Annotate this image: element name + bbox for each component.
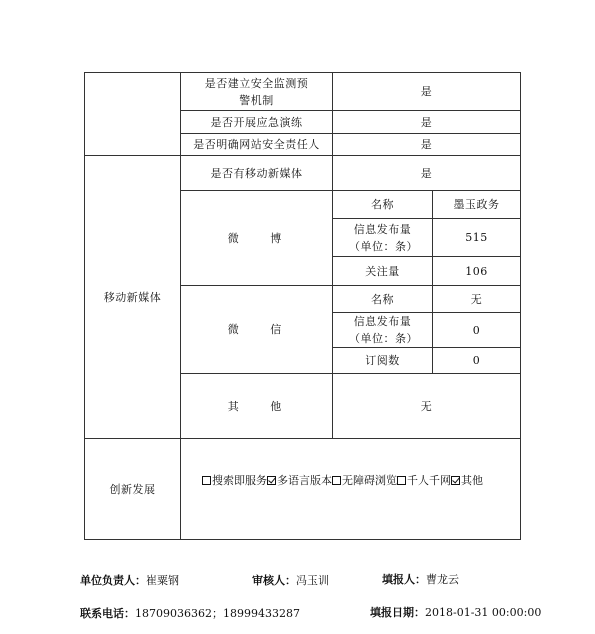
wechat-subs-label: 订阅数	[365, 354, 400, 367]
phone-label: 联系电话：	[80, 607, 135, 620]
has-media-value: 是	[420, 166, 433, 180]
footer-unit-head	[80, 572, 179, 588]
checkbox-accessibility[interactable]	[332, 476, 341, 485]
weibo-label: 微 博	[227, 231, 296, 245]
innovation-label: 创新发展	[109, 482, 156, 496]
officer-value: 是	[420, 138, 433, 151]
drill-value: 是	[420, 115, 433, 129]
option-other[interactable]	[451, 472, 483, 488]
wechat-label: 微 信	[227, 323, 296, 336]
option-label: 千人千网	[407, 474, 451, 487]
filler-value: 曹龙云	[426, 573, 459, 586]
footer-phone	[80, 605, 300, 621]
wechat-subs-value: 0	[472, 354, 481, 367]
monitor-value: 是	[420, 85, 433, 98]
weibo-posts-value: 515	[465, 231, 488, 244]
option-label: 其他	[461, 474, 483, 487]
date-label: 填报日期：	[370, 606, 425, 619]
weibo-followers-value: 106	[465, 264, 488, 278]
unit-head-label: 单位负责人：	[80, 574, 146, 587]
wechat-posts-value: 0	[472, 323, 481, 337]
wechat-name-label: 名称	[371, 292, 394, 306]
weibo-name-label: 名称	[371, 198, 394, 211]
checkbox-search-service[interactable]	[202, 476, 211, 485]
weibo-followers-label: 关注量	[365, 264, 400, 278]
drill-label: 是否开展应急演练	[210, 115, 303, 129]
option-multilingual[interactable]	[267, 472, 332, 488]
footer-date	[370, 604, 541, 620]
weibo-posts-label: 信息发布量（单位：条）	[349, 222, 418, 253]
footer-reviewer	[252, 572, 329, 588]
other-value: 无	[420, 399, 433, 413]
checkbox-personalized[interactable]	[397, 476, 406, 485]
filler-label: 填报人：	[382, 573, 426, 586]
reviewer-value: 冯玉训	[296, 574, 329, 587]
unit-head-value: 崔粟钢	[146, 574, 179, 587]
date-value: 2018-01-31 00:00:00	[425, 606, 542, 619]
option-personalized[interactable]	[397, 472, 451, 488]
option-label: 多语言版本	[277, 474, 332, 487]
checkbox-other[interactable]	[451, 476, 460, 485]
wechat-posts-label: 信息发布量（单位：条）	[349, 315, 418, 345]
option-search-service[interactable]	[202, 472, 267, 488]
officer-label: 是否明确网站安全责任人	[193, 138, 320, 151]
wechat-name-value: 无	[470, 292, 483, 306]
option-accessibility[interactable]	[332, 472, 397, 488]
checkbox-multilingual[interactable]	[267, 476, 276, 485]
innovation-options	[202, 471, 483, 489]
footer-filler	[382, 571, 459, 587]
media-section-label: 移动新媒体	[103, 290, 162, 304]
other-label: 其 他	[227, 399, 296, 413]
has-media-label: 是否有移动新媒体	[210, 166, 303, 180]
option-label: 无障碍浏览	[342, 474, 397, 487]
monitor-label: 是否建立安全监测预警机制	[204, 76, 309, 107]
reviewer-label: 审核人：	[252, 574, 296, 587]
phone-value: 18709036362；18999433287	[135, 607, 300, 620]
weibo-name-value: 墨玉政务	[453, 198, 500, 211]
option-label: 搜索即服务	[212, 474, 267, 487]
